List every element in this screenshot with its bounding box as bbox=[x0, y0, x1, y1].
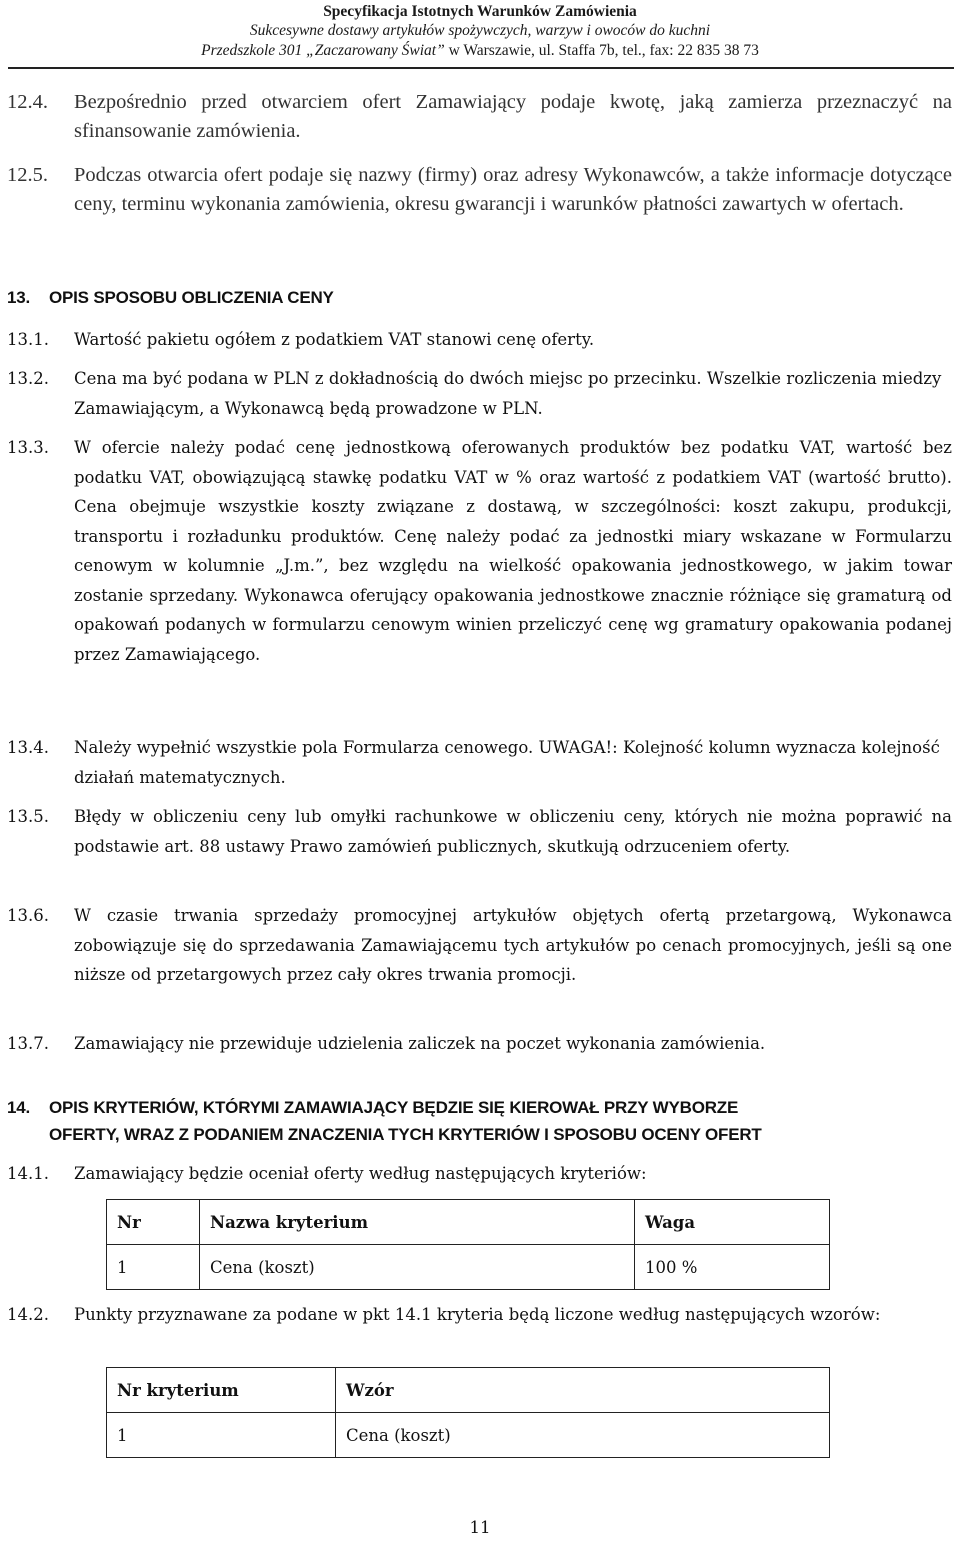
table-cell: 1 bbox=[107, 1413, 336, 1458]
table-row bbox=[107, 1245, 830, 1290]
paragraph-text: W czasie trwania sprzedaży promocyjnej artykułów objętych ofertą przetargową, Wykonawca zobowiązuje się do sprzedawania Zamawiającemu tych artykułów po cenach promocyjnych, jeśli są one niższe od przetargowych przez cały okres trwania promocji. bbox=[74, 906, 952, 984]
section-title bbox=[49, 1094, 949, 1148]
table-cell: Cena (koszt) bbox=[336, 1413, 830, 1458]
page-number: 11 bbox=[469, 1518, 491, 1537]
section-title-line: OPIS KRYTERIÓW, KTÓRYMI ZAMAWIAJĄCY BĘDZIE SIĘ KIEROWAŁ PRZY WYBORZE bbox=[49, 1098, 739, 1117]
header-address-italic: Przedszkole 301 „Zaczarowany Świat” bbox=[201, 42, 445, 59]
paragraph-text: Zamawiający będzie oceniał oferty według następujących kryteriów: bbox=[74, 1164, 647, 1183]
paragraph-text: Punkty przyznawane za podane w pkt 14.1 kryteria będą liczone według następujących wzorów: bbox=[74, 1305, 881, 1324]
paragraph-number: 14.1. bbox=[7, 1164, 49, 1183]
table-cell: 1 bbox=[107, 1245, 200, 1290]
paragraph-text: Cena ma być podana w PLN z dokładnością do dwóch miejsc po przecinku. Wszelkie rozliczenia miedzy Zamawiającym, a Wykonawcą będą prowadzone w PLN. bbox=[74, 369, 942, 418]
criteria-table bbox=[106, 1199, 830, 1290]
paragraph-text: Wartość pakietu ogółem z podatkiem VAT stanowi cenę oferty. bbox=[74, 330, 595, 349]
paragraph-number: 12.5. bbox=[7, 164, 48, 186]
section-number: 13. bbox=[7, 288, 31, 307]
paragraph-text: W ofercie należy podać cenę jednostkową oferowanych produktów bez podatku VAT, wartość bez podatku VAT, obowiązującą stawkę podatku VAT w % oraz wartość z podatkiem VAT (wartość brutto). Cena obejmuje wszystkie koszty związane z dostawą, w szczególności: koszt zakupu, produkcji, transportu i rozładunku produktów. Cenę należy podać za jednostki miary wskazane w Formularzu cenowym w kolumnie „J.m.”, bez względu na wielkość opakowania jednostkowego, w jakim towar zostanie sprzedany. Wykonawca oferujący opakowania jednostkowe znacznie różniące się gramaturą od opakowań podanych w formularzu cenowym winien przeliczyć cenę wg gramatury opakowania podanej przez Zamawiającego. bbox=[74, 438, 952, 664]
table-header-cell: Wzór bbox=[336, 1368, 830, 1413]
paragraph-text: Zamawiający nie przewiduje udzielenia zaliczek na poczet wykonania zamówienia. bbox=[74, 1034, 766, 1053]
section-number: 14. bbox=[7, 1098, 31, 1117]
paragraph-text: Bezpośrednio przed otwarciem ofert Zamawiający podaje kwotę, jaką zamierza przeznaczyć na sfinansowanie zamówienia. bbox=[74, 91, 952, 142]
table-header-cell: Waga bbox=[635, 1200, 830, 1245]
table-cell: Cena (koszt) bbox=[200, 1245, 635, 1290]
formula-table bbox=[106, 1367, 830, 1458]
header-address bbox=[0, 40, 960, 61]
header-subtitle: Sukcesywne dostawy artykułów spożywczych, warzyw i owoców do kuchni bbox=[249, 22, 711, 39]
paragraph-number: 13.1. bbox=[7, 330, 49, 349]
table-header-row bbox=[107, 1368, 830, 1413]
section-title-line: OFERTY, WRAZ Z PODANIEM ZNACZENIA TYCH KRYTERIÓW I SPOSOBU OCENY OFERT bbox=[49, 1125, 762, 1144]
paragraph-text: Podczas otwarcia ofert podaje się nazwy (firmy) oraz adresy Wykonawców, a także informacje dotyczące ceny, terminu wykonania zamówienia, okresu gwarancji i warunków płatności zawartych w ofertach. bbox=[74, 164, 952, 215]
paragraph-number: 13.3. bbox=[7, 438, 49, 457]
paragraph-text: Należy wypełnić wszystkie pola Formularza cenowego. UWAGA!: Kolejność kolumn wyznacza kolejność działań matematycznych. bbox=[74, 738, 940, 787]
header-address-plain: w Warszawie, ul. Staffa 7b, tel., fax: 22 835 38 73 bbox=[444, 42, 759, 59]
paragraph-text: Błędy w obliczeniu ceny lub omyłki rachunkowe w obliczeniu ceny, których nie można poprawić na podstawie art. 88 ustawy Prawo zamówień publicznych, skutkują odrzuceniem oferty. bbox=[74, 807, 952, 856]
table-cell: 100 % bbox=[635, 1245, 830, 1290]
paragraph-number: 13.2. bbox=[7, 369, 49, 388]
table-header-cell: Nazwa kryterium bbox=[200, 1200, 635, 1245]
paragraph-number: 13.6. bbox=[7, 906, 49, 925]
section-title: OPIS SPOSOBU OBLICZENIA CENY bbox=[49, 288, 334, 307]
paragraph-number: 12.4. bbox=[7, 91, 48, 113]
table-header-cell: Nr bbox=[107, 1200, 200, 1245]
document-header bbox=[0, 2, 960, 61]
paragraph-number: 13.7. bbox=[7, 1034, 49, 1053]
paragraph-number: 13.4. bbox=[7, 738, 49, 757]
header-rule bbox=[8, 67, 954, 69]
paragraph-number: 14.2. bbox=[7, 1305, 49, 1324]
table-row bbox=[107, 1413, 830, 1458]
header-title: Specyfikacja Istotnych Warunków Zamówienia bbox=[323, 3, 637, 20]
paragraph-number: 13.5. bbox=[7, 807, 49, 826]
table-header-cell: Nr kryterium bbox=[107, 1368, 336, 1413]
table-header-row bbox=[107, 1200, 830, 1245]
